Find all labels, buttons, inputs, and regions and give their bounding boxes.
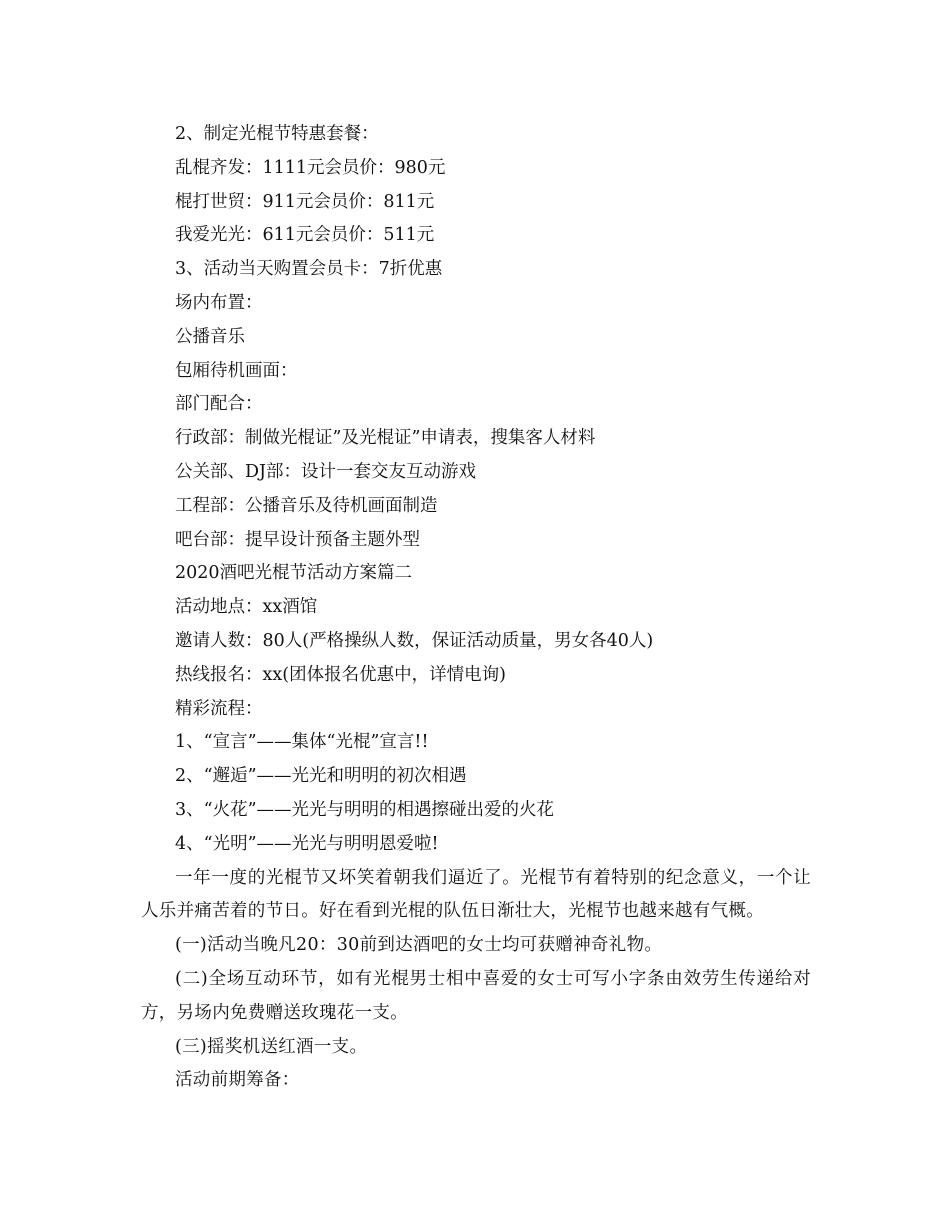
list-item: 1、“宣言”——集体“光棍”宣言!!: [175, 732, 429, 753]
paragraph: (三)摇奖机送红酒一支。: [175, 1036, 368, 1057]
text-line: 活动地点：xx酒馆: [175, 597, 318, 618]
text-line: 3、活动当天购置会员卡：7折优惠: [175, 259, 443, 280]
list-item: 3、“火花”——光光与明明的相遇擦碰出爱的火花: [175, 799, 555, 820]
text-line: 工程部：公播音乐及待机画面制造: [175, 495, 438, 516]
document-body: [141, 118, 811, 1098]
paragraph: 活动前期筹备：: [175, 1070, 300, 1091]
section-heading: 精彩流程：: [175, 698, 263, 719]
paragraph: 一年一度的光棍节又坏笑着朝我们逼近了。光棍节有着特别的纪念意义，一个让人乐并痛苦着的节日。好在看到光棍的队伍日渐壮大，光棍节也越来越有气概。: [141, 867, 811, 922]
text-line: 热线报名：xx(团体报名优惠中，详情电询): [175, 664, 506, 685]
text-line: 包厢待机画面：: [175, 360, 298, 381]
text-line: 公播音乐: [175, 326, 245, 347]
text-line: 乱棍齐发：1111元会员价：980元: [175, 157, 446, 178]
text-line: 公关部、DJ部：设计一套交友互动游戏: [175, 461, 477, 482]
text-line: 我爱光光：611元会员价：511元: [175, 225, 435, 246]
text-line: 2、制定光棍节特惠套餐：: [175, 124, 379, 144]
section-heading: 场内布置：: [175, 292, 263, 313]
text-line: 棍打世贸：911元会员价：811元: [175, 191, 435, 212]
paragraph: (一)活动当晚凡20：30前到达酒吧的女士均可获赠神奇礼物。: [175, 935, 663, 956]
text-line: 邀请人数：80人(严格操纵人数，保证活动质量，男女各40人): [175, 630, 654, 651]
article-title: 2020酒吧光棍节活动方案篇二: [175, 563, 413, 584]
text-line: 吧台部：提早设计预备主题外型: [175, 529, 420, 550]
text-line: 行政部：制做光棍证”及光棍证”申请表，搜集客人材料: [175, 428, 596, 449]
section-heading: 部门配合：: [175, 394, 263, 415]
list-item: 2、“邂逅”——光光和明明的初次相遇: [175, 766, 467, 787]
list-item: 4、“光明”——光光与明明恩爱啦!: [175, 833, 439, 854]
paragraph: (二)全场互动环节，如有光棍男士相中喜爱的女士可写小字条由效劳生传递给对方，另场内免费赠送玫瑰花一支。: [141, 968, 811, 1023]
